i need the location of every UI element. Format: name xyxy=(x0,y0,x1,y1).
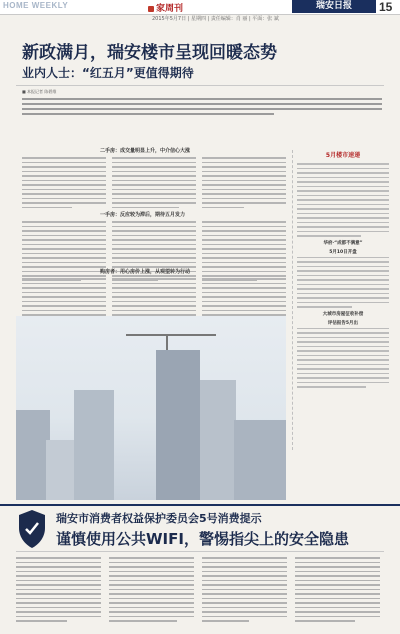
masthead xyxy=(0,0,400,15)
notice-kicker: 瑞安市消费者权益保护委员会5号消费提示 xyxy=(56,512,262,525)
notice-divider xyxy=(16,551,384,552)
building xyxy=(200,380,236,500)
house-icon xyxy=(148,6,154,12)
sidebar-item-heading: 大城市房屋征收补偿 xyxy=(322,311,364,317)
building xyxy=(74,390,114,500)
section-head-1: 二手房：成交量明显上升，中介信心大涨 xyxy=(100,148,191,154)
article-title: 新政满月，瑞安楼市呈现回暖态势 xyxy=(22,43,277,63)
sidebar-item-subheading: 5月10日开盘 xyxy=(329,249,357,255)
notice-column xyxy=(295,557,380,625)
body-column xyxy=(202,221,286,284)
notice-title: 谨慎使用公共WIFI，警惕指尖上的安全隐患 xyxy=(56,530,349,548)
section-head-2: 一手房：反应较为滞后，期待五月发力 xyxy=(100,212,186,218)
body-column xyxy=(112,157,196,211)
body-column xyxy=(22,221,106,284)
article-subtitle: 业内人士：“红五月”更值得期待 xyxy=(22,66,194,80)
newspaper-brand: 瑞安日报 xyxy=(292,0,376,13)
sidebar-item-heading: 华府·“成都不满意” xyxy=(323,240,363,246)
crane-arm xyxy=(126,334,216,336)
section-head-3: 购房者：用心房价上涨，从观望转为行动 xyxy=(100,269,191,275)
section-divider xyxy=(0,504,400,506)
cityscape-photo xyxy=(16,316,286,500)
sidebar-market-briefs xyxy=(292,150,389,450)
sidebar-item-subheading: 评估报告5月出 xyxy=(327,320,359,326)
notice-column xyxy=(202,557,287,625)
body-column xyxy=(202,157,286,211)
section-label: HOME WEEKLY xyxy=(3,1,69,10)
notice-column xyxy=(109,557,194,625)
building xyxy=(234,420,286,500)
title-divider xyxy=(16,85,384,86)
lead-paragraph xyxy=(22,98,382,120)
notice-column xyxy=(16,557,101,625)
page-number: 15 xyxy=(379,0,393,14)
home-weekly-logo xyxy=(148,1,183,14)
building xyxy=(156,350,200,500)
logo-text: 家周刊 xyxy=(156,4,184,14)
building xyxy=(46,440,74,500)
building xyxy=(16,410,50,500)
date-line: 2015年5月7日 | 星期四 | 责任编辑：肖 丽 | 平面：张 斌 xyxy=(152,16,279,22)
sidebar-title: 5月楼市速递 xyxy=(325,152,361,159)
consumer-shield-icon xyxy=(16,508,48,550)
body-column xyxy=(22,157,106,211)
byline: ■ 本报记者 陈碧维 xyxy=(22,89,57,94)
